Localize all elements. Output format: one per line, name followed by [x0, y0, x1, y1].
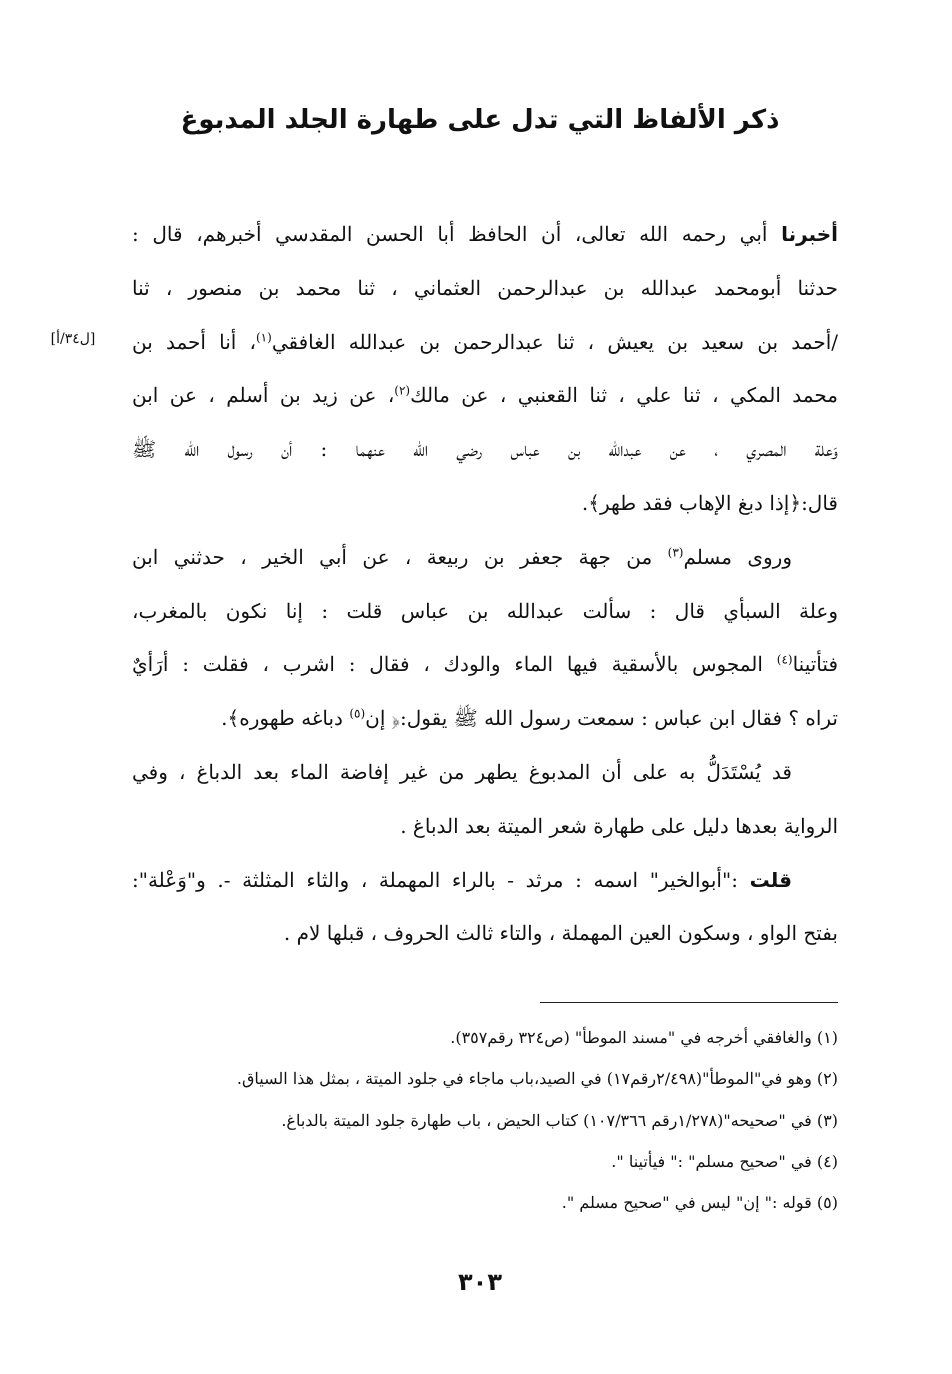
footnotes	[120, 1017, 838, 1223]
footnote-ref: (٥)	[349, 706, 366, 721]
text-line: محمد المكي ، ثنا علي ، ثنا القعنبي ، عن مالك$^{(٢)}$، عن زيد بن أسلم ، عن ابن	[132, 383, 838, 408]
lead-word: أخبرنا	[781, 222, 838, 246]
text-line: فتأتينا$^{(٤)}$ المجوس بالأسقية فيها الماء والودك ، فقال : اشرب ، فقلت : أرَأيٌ	[132, 652, 838, 677]
text-line: /أحمد بن سعيد بن يعيش ، ثنا عبدالرحمن بن عبدالله الغافقي$^{(١)}$، أنا أحمد بن	[132, 329, 839, 354]
footnote-ref: (١)	[255, 329, 272, 344]
text-line: قال:﴿إذا دبغ الإهاب فقد طهر﴾.	[581, 490, 838, 515]
footnote: (٥) قوله :" إن" ليس في "صحيح مسلم ".	[561, 1193, 838, 1213]
footnote-ref: (٢)	[394, 383, 411, 398]
page-heading: ذكر الألفاظ التي تدل على طهارة الجلد المدبوغ	[180, 105, 780, 135]
text-line: الرواية بعدها دليل على طهارة شعر الميتة بعد الدباغ .	[400, 813, 838, 838]
text-line: أخبرنا أبي رحمه الله تعالى، أن الحافظ أبا الحسن المقدسي أخبرهم، قال :	[132, 222, 838, 246]
page-number: ٣٠٣	[458, 1268, 502, 1296]
footnote-separator	[540, 1002, 838, 1003]
text-line: وَعلة المصري ، عن عبدالله بن عباس رضي الله عنهما : أن رسول الله ﷺ	[132, 437, 838, 462]
footnote: (١) والغافقي أخرجه في "مسند الموطأ" (ص٣٢٤ رقم٣٥٧).	[450, 1028, 838, 1047]
text-line: تراه ؟ فقال ابن عباس : سمعت رسول الله ﷺ يقول:﴿ إن$^{(٥)}$ دباغه طهوره﴾.	[221, 706, 838, 731]
footnote: (٣) في "صحيحه"(١/٢٧٨رقم ١٠٧/٣٦٦) كتاب الحيض ، باب طهارة جلود الميتة بالدباغ.	[281, 1110, 838, 1130]
main-text	[132, 208, 838, 961]
text-line: بفتح الواو ، وسكون العين المهملة ، والتاء ثالث الحروف ، قبلها لام .	[283, 921, 838, 946]
lead-word: قلت	[749, 867, 792, 892]
footnote-ref: (٤)	[776, 652, 793, 667]
footnote: (٢) وهو في"الموطأ"(٢/٤٩٨رقم١٧) في الصيد،باب ماجاء في جلود الميتة ، بمثل هذا السياق.	[236, 1069, 838, 1089]
footnote-ref: (٣)	[667, 545, 684, 560]
text-line: وروى مسلم$^{(٣)}$ من جهة جعفر بن ربيعة ، عن أبي الخير ، حدثني ابن	[132, 544, 792, 569]
text-line: قد يُسْتَدَلُّ به على أن المدبوغ يطهر من غير إفاضة الماء بعد الدباغ ، وفي	[132, 759, 792, 784]
text-line: قلت :"أبوالخير" اسمه : مرثد - بالراء المهملة ، والثاء المثلثة -. و"وَعْلة":	[132, 867, 792, 892]
manuscript-folio-note: [ل٣٤/أ]	[50, 331, 96, 347]
text-line: حدثنا أبومحمد عبدالله بن عبدالرحمن العثماني ، ثنا محمد بن منصور ، ثنا	[132, 275, 838, 300]
text-line: وعلة السبأي قال : سألت عبدالله بن عباس قلت : إنا نكون بالمغرب،	[132, 598, 838, 623]
footnote: (٤) في "صحيح مسلم" :" فيأتينا ".	[611, 1151, 838, 1171]
